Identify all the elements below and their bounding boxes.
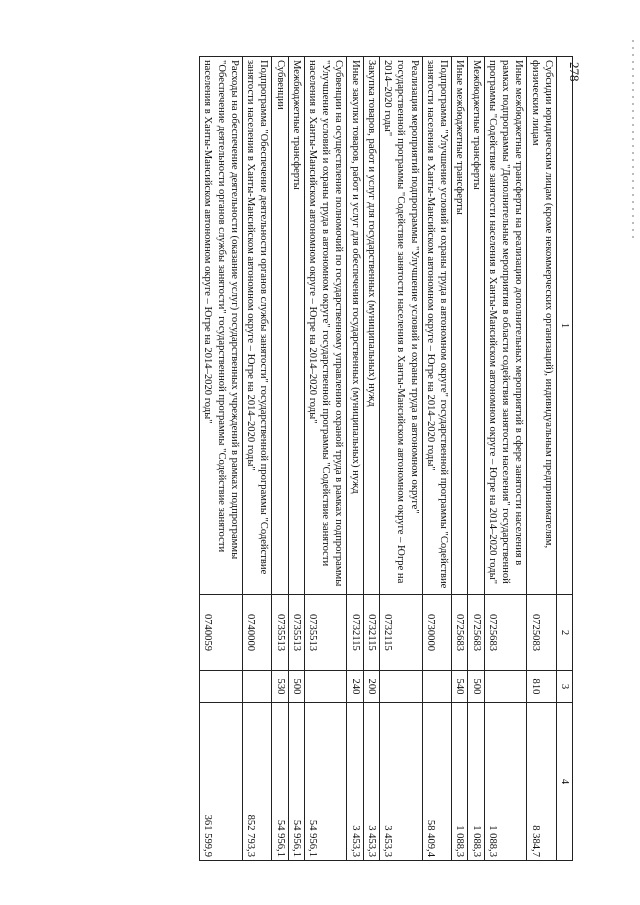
item-name: Закупка товаров, работ и услуг для государственных (муниципальных) нужд	[363, 57, 379, 595]
target-code: 0735513	[304, 595, 347, 671]
expense-type	[304, 671, 347, 703]
amount: 1 088,3	[468, 703, 484, 861]
amount: 361 599,9	[200, 703, 243, 861]
expense-type: 240	[347, 671, 363, 703]
target-code: 0725683	[452, 595, 468, 671]
amount: 3 453,3	[347, 703, 363, 861]
target-code: 0740059	[200, 595, 243, 671]
item-name: Иные межбюджетные трансферты	[452, 57, 468, 595]
expense-type: 530	[272, 671, 288, 703]
amount: 58 409,4	[422, 703, 451, 861]
target-code: 0725683	[468, 595, 484, 671]
expense-type	[484, 671, 527, 703]
item-name: Иные межбюджетные трансферты на реализацию дополнительных мероприятий в сфере занятости населения в рамках подпрограммы "Дополнительные мероприятия в области содействия занятости населения" государственной программы "Содействие занятости населения в Ханты-Мансийском автономном округе – Югре на 2014–2020 годы"	[484, 57, 527, 595]
item-name: Расходы на обеспечение деятельности (оказание услуг) государственных учреждений в рамках подпрограммы "Обеспечение деятельности органов службы занятости" государственной программы "Содействие занятости населения в Ханты-Мансийском автономном округе – Югре на 2014–2020 годы"	[200, 57, 243, 595]
expense-type: 540	[452, 671, 468, 703]
amount: 54 956,1	[304, 703, 347, 861]
page-number: 278	[567, 62, 582, 82]
target-code: 0730000	[422, 595, 451, 671]
item-name: Подпрограмма "Улучшение условий и охраны труда в автономном округе" государственной программы "Содействие занятости населения в Ханты-Мансийском автономном округе – Югре на 2014–2020 годы"	[422, 57, 451, 595]
table-body	[200, 57, 573, 861]
scan-edge	[632, 40, 634, 240]
table-row	[304, 57, 347, 861]
table-row	[200, 57, 243, 861]
table-row	[242, 57, 271, 861]
target-code: 0732115	[347, 595, 363, 671]
table-row	[347, 57, 363, 861]
header-row	[556, 57, 572, 861]
target-code: 0725083	[527, 595, 556, 671]
table-row	[422, 57, 451, 861]
item-name: Подпрограмма "Обеспечение деятельности органов службы занятости" государственной программы "Содействие занятости населения в Ханты-Мансийском автономном округе – Югре на 2014–2020 годы"	[242, 57, 271, 595]
expense-type	[200, 671, 243, 703]
item-name: Иные закупки товаров, работ и услуг для обеспечения государственных (муниципальных) нужд	[347, 57, 363, 595]
item-name: Субвенции на осуществление полномочий по государственному управлению охраной труда в рамках подпрограммы "Улучшение условий и охраны труда в автономном округе" государственной программы "Содействие занятости населения в Ханты-Мансийском автономном округе – Югре на 2014–2020 годы"	[304, 57, 347, 595]
table-row	[452, 57, 468, 861]
amount: 54 956,1	[288, 703, 304, 861]
table-row	[527, 57, 556, 861]
target-code: 0732115	[363, 595, 379, 671]
amount: 3 453,3	[363, 703, 379, 861]
header-col-4: 4	[556, 703, 572, 861]
target-code: 0732115	[379, 595, 422, 671]
item-name: Субвенции	[272, 57, 288, 595]
table-row	[363, 57, 379, 861]
expense-type: 200	[363, 671, 379, 703]
item-name: Межбюджетные трансферты	[288, 57, 304, 595]
header-col-1: 1	[556, 57, 572, 595]
expense-type: 810	[527, 671, 556, 703]
amount: 852 793,3	[242, 703, 271, 861]
budget-table	[199, 56, 573, 861]
item-name: Реализация мероприятий подпрограммы "Улучшение условий и охраны труда в автономном округе" государственной программы "Содействие занятости населения в Ханты-Мансийском автономном округе – Югре на 2014–2020 годы"	[379, 57, 422, 595]
header-col-3: 3	[556, 671, 572, 703]
table-row	[288, 57, 304, 861]
amount: 3 453,3	[379, 703, 422, 861]
table-row	[379, 57, 422, 861]
rotated-table-container	[113, 56, 573, 860]
amount: 1 088,3	[484, 703, 527, 861]
amount: 1 088,3	[452, 703, 468, 861]
item-name: Субсидии юридическим лицам (кроме некоммерческих организаций), индивидуальным предпринимателям, физическим лицам	[527, 57, 556, 595]
target-code: 0735513	[288, 595, 304, 671]
expense-type	[379, 671, 422, 703]
header-col-2: 2	[556, 595, 572, 671]
table-row	[468, 57, 484, 861]
expense-type	[242, 671, 271, 703]
target-code: 0740000	[242, 595, 271, 671]
expense-type: 500	[468, 671, 484, 703]
target-code: 0735513	[272, 595, 288, 671]
table-row	[484, 57, 527, 861]
amount: 8 384,7	[527, 703, 556, 861]
table-row	[272, 57, 288, 861]
target-code: 0725683	[484, 595, 527, 671]
item-name: Межбюджетные трансферты	[468, 57, 484, 595]
expense-type: 500	[288, 671, 304, 703]
amount: 54 956,1	[272, 703, 288, 861]
expense-type	[422, 671, 451, 703]
